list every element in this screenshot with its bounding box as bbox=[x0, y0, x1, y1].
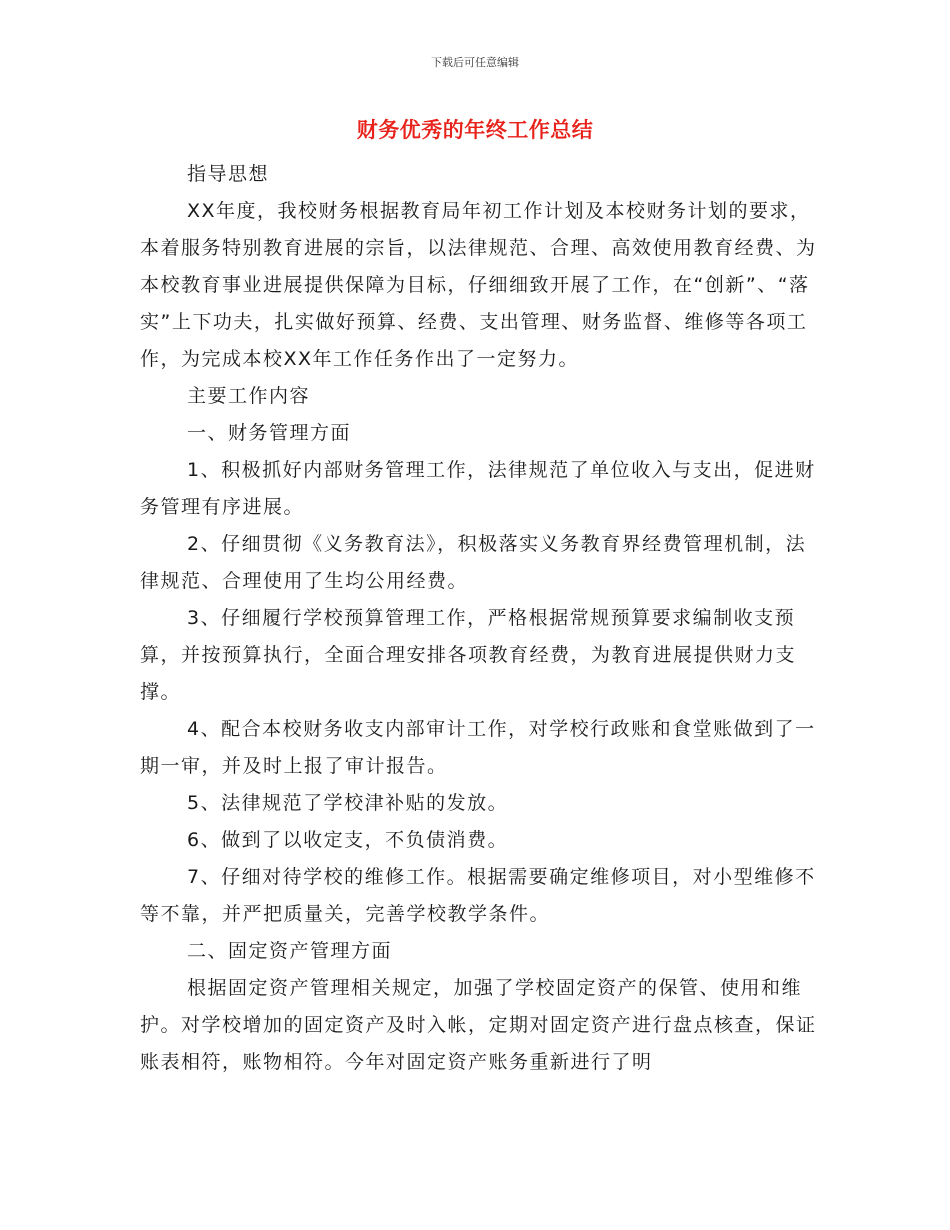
list-item-7: 7、仔细对待学校的维修工作。根据需要确定维修项目，对小型维修不等不靠，并严把质量关，完善学校教学条件。 bbox=[140, 866, 816, 925]
subsection-heading-finance: 一、财务管理方面 bbox=[187, 422, 352, 444]
document-title: 财务优秀的年终工作总结 bbox=[356, 118, 594, 142]
page-header-note: 下载后可任意编辑 bbox=[431, 56, 519, 69]
list-item-2: 2、仔细贯彻《义务教育法》，积极落实义务教育界经费管理机制，法律规范、合理使用了生均公用经费。 bbox=[140, 533, 807, 592]
paragraph-overview: XX年度，我校财务根据教育局年初工作计划及本校财务计划的要求，本着服务特别教育进展的宗旨，以法律规范、合理、高效使用教育经费、为本校教育事业进展提供保障为目标，仔细细致开展了工作，在“创新”、“落实”上下功夫，扎实做好预算、经费、支出管理、财务监督、维修等各项工作，为完成本校XX年工作任务作出了一定努力。 bbox=[140, 200, 817, 370]
paragraph-fixed-assets: 根据固定资产管理相关规定，加强了学校固定资产的保管、使用和维护。对学校增加的固定资产及时入帐，定期对固定资产进行盘点核查，保证账表相符，账物相符。今年对固定资产账务重新进行了明 bbox=[140, 977, 817, 1073]
section-heading-guiding-thought: 指导思想 bbox=[187, 163, 270, 185]
document-body bbox=[140, 156, 820, 1081]
list-item-1: 1、积极抓好内部财务管理工作，法律规范了单位收入与支出，促进财务管理有序进展。 bbox=[140, 459, 816, 518]
section-heading-main-work: 主要工作内容 bbox=[187, 385, 311, 407]
subsection-heading-fixed-assets: 二、固定资产管理方面 bbox=[187, 940, 393, 962]
list-item-3: 3、仔细履行学校预算管理工作，严格根据常规预算要求编制收支预算，并按预算执行，全面合理安排各项教育经费，为教育进展提供财力支撑。 bbox=[140, 607, 797, 703]
list-item-6: 6、做到了以收定支，不负债消费。 bbox=[187, 829, 509, 851]
list-item-4: 4、配合本校财务收支内部审计工作，对学校行政账和食堂账做到了一期一审，并及时上报了审计报告。 bbox=[140, 718, 816, 777]
list-item-5: 5、法律规范了学校津补贴的发放。 bbox=[187, 792, 509, 814]
